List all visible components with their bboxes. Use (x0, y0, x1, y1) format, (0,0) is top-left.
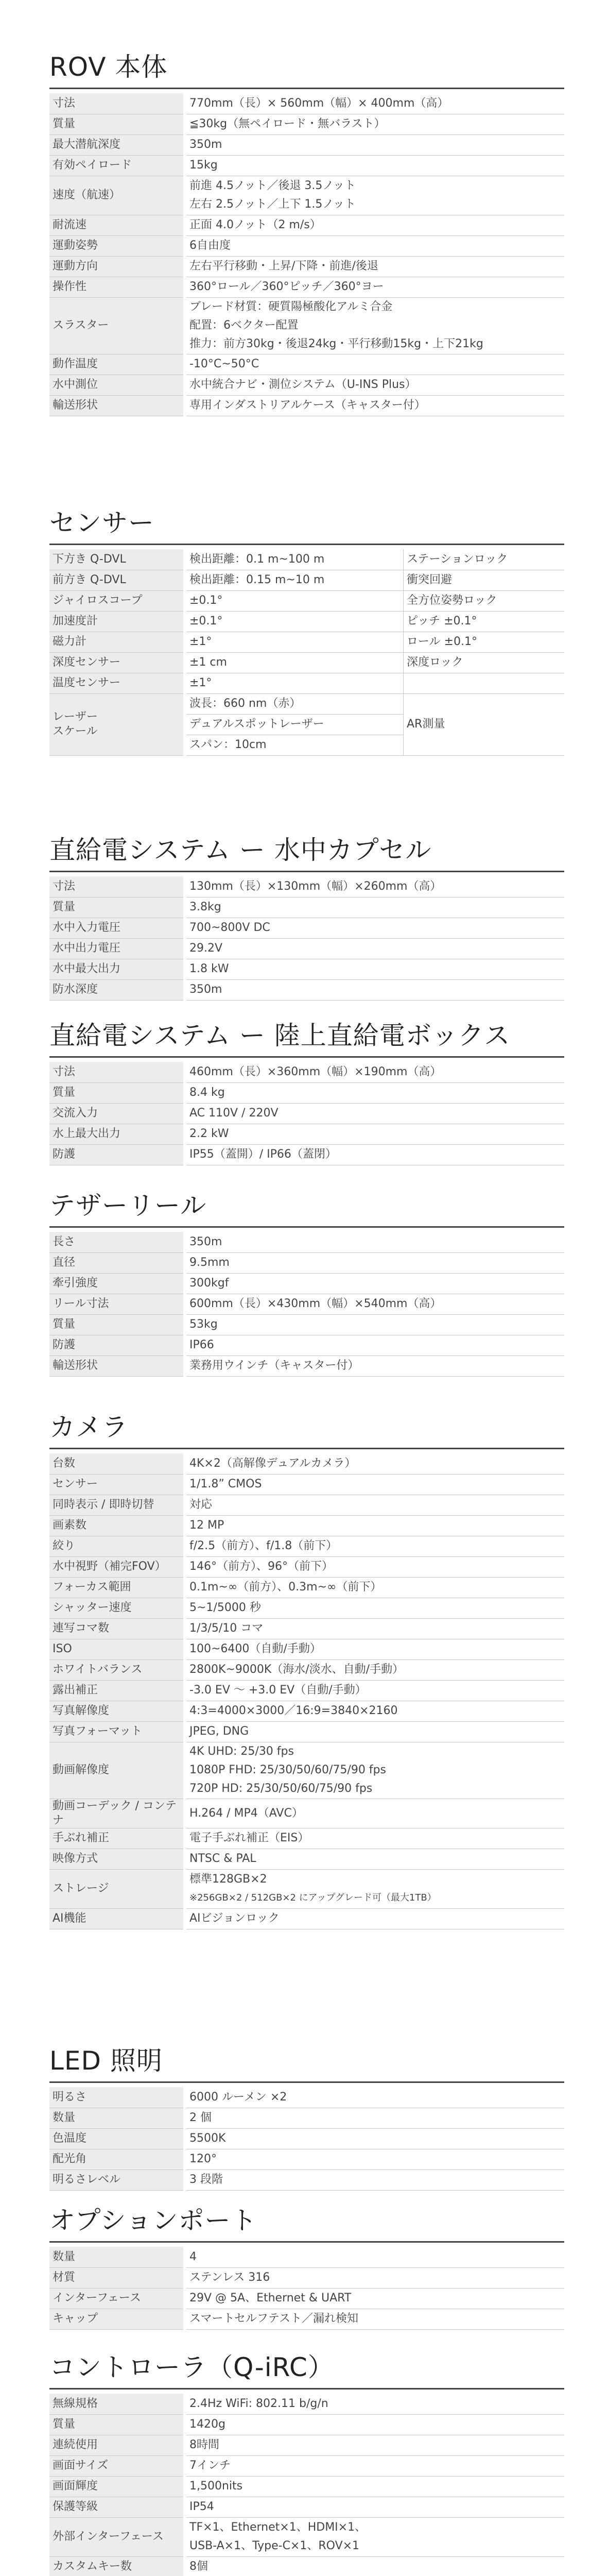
spec-value: 8.4 kg (185, 1082, 564, 1103)
spec-label: 水中出力電圧 (49, 938, 185, 959)
spec-value: 130mm（長）×130mm（幅）×260mm（高） (185, 876, 564, 897)
spec-label: 水中測位 (49, 375, 185, 395)
spec-value: 1420g (185, 2414, 564, 2435)
spec-label: 絞り (49, 1536, 185, 1556)
spec-label: 加速度計 (49, 611, 185, 632)
spec-label: 水上最大出力 (49, 1124, 185, 1144)
spec-value: 2 個 (185, 2108, 564, 2128)
spec-label: 数量 (49, 2247, 185, 2267)
spec-row (49, 1598, 564, 1618)
spec-value: ≦30kg（無ペイロード・無バラスト） (185, 114, 564, 134)
spec-value: ±0.1° (185, 611, 404, 632)
spec-row (49, 1062, 564, 1082)
spec-value: 1.8 kW (185, 959, 564, 979)
spec-row (49, 918, 564, 938)
spec-value (185, 1869, 564, 1908)
spec-value: 2.4Hz WiFi: 802.11 b/g/n (185, 2394, 564, 2414)
spec-value: 業務用ウインチ（キャスター付） (185, 1355, 564, 1376)
spec-value: 2800K~9000K（海水/淡水、自動/手動） (185, 1659, 564, 1680)
spec-label: 水中入力電圧 (49, 918, 185, 938)
spec-row (49, 549, 564, 570)
spec-label: 水中最大出力 (49, 959, 185, 979)
spec-row (49, 1124, 564, 1144)
spec-value: 1,500nits (185, 2476, 564, 2497)
spec-value: 4K×2（高解像デュアルカメラ） (185, 1453, 564, 1474)
spec-label: 寸法 (49, 1062, 185, 1082)
spec-feature: ピッチ ±0.1° (404, 611, 565, 632)
section-option (49, 2205, 564, 2330)
spec-value: 検出距離：0.15 m~10 m (185, 570, 404, 590)
spec-row (49, 693, 564, 714)
spec-row (49, 2455, 564, 2476)
spec-label: シャッター速度 (49, 1598, 185, 1618)
spec-value: AIビジョンロック (185, 1908, 564, 1929)
spec-value-line: 標準128GB×2 (189, 1873, 267, 1886)
section-divider (49, 1448, 564, 1449)
spec-label: フォーカス範囲 (49, 1577, 185, 1598)
section-title: LED 照明 (49, 2046, 163, 2076)
spec-value: 3 段階 (185, 2170, 564, 2190)
spec-row (49, 1232, 564, 1252)
spec-value: 1/1.8” CMOS (185, 1474, 564, 1495)
spec-row (49, 2394, 564, 2414)
spec-label: 外部インターフェース (49, 2517, 185, 2556)
spec-row (49, 1082, 564, 1103)
spec-value: H.264 / MP4（AVC） (185, 1799, 564, 1828)
spec-label: 輸送形状 (49, 1355, 185, 1376)
spec-label: リール寸法 (49, 1294, 185, 1314)
spec-row (49, 1314, 564, 1335)
spec-value: 6自由度 (185, 235, 564, 256)
spec-value: 正面 4.0ノット（2 m/s） (185, 215, 564, 235)
spec-label: 下方き Q-DVL (49, 549, 185, 570)
spec-row (49, 1515, 564, 1536)
spec-label: 数量 (49, 2108, 185, 2128)
spec-label: ストレージ (49, 1869, 185, 1908)
spec-label: ISO (49, 1639, 185, 1659)
spec-value: 460mm（長）×360mm（幅）×190mm（高） (185, 1062, 564, 1082)
spec-label: カスタムキー数 (49, 2556, 185, 2576)
section-title: ROV 本体 (49, 52, 168, 82)
spec-value: 29.2V (185, 938, 564, 959)
spec-row (49, 1335, 564, 1355)
spec-row (49, 2247, 564, 2267)
spec-label: AI機能 (49, 1908, 185, 1929)
section-divider (49, 2081, 564, 2083)
spec-row (49, 375, 564, 395)
spec-value: スパン：10cm (185, 735, 404, 755)
section-title: 直給電システム ー 水中カプセル (49, 835, 432, 865)
spec-label: 輸送形状 (49, 395, 185, 416)
spec-value-line: ブレード材質：硬質陽極酸化アルミ合金 (189, 300, 393, 313)
spec-label: 最大潜航深度 (49, 134, 185, 155)
spec-table-option (49, 2247, 564, 2330)
spec-label: センサー (49, 1474, 185, 1495)
spec-label: 運動方向 (49, 256, 185, 277)
spec-label: インターフェース (49, 2288, 185, 2309)
spec-label: 配光角 (49, 2149, 185, 2170)
spec-row (49, 1799, 564, 1828)
spec-row (49, 1618, 564, 1639)
spec-row (49, 1742, 564, 1799)
spec-label: 質量 (49, 2414, 185, 2435)
spec-value: ±1° (185, 673, 404, 693)
spec-value: NTSC & PAL (185, 1849, 564, 1869)
spec-row (49, 2128, 564, 2149)
spec-label: 画面輝度 (49, 2476, 185, 2497)
spec-label: 写真解像度 (49, 1701, 185, 1721)
spec-row (49, 1908, 564, 1929)
section-title: 直給電システム ー 陸上直給電ボックス (49, 1021, 511, 1050)
spec-value-line: USB-A×1、Type-C×1、ROV×1 (189, 2539, 360, 2552)
spec-row (49, 652, 564, 673)
spec-value: 100~6400（自動/手動） (185, 1639, 564, 1659)
spec-value: JPEG, DNG (185, 1721, 564, 1742)
spec-label: スラスター (49, 297, 185, 354)
spec-row (49, 959, 564, 979)
spec-feature: 衝突回避 (404, 570, 565, 590)
spec-label: 質量 (49, 897, 185, 918)
section-title: センサー (49, 508, 154, 538)
spec-row (49, 590, 564, 611)
spec-value: 水中統合ナビ・測位システム（U-INS Plus） (185, 375, 564, 395)
spec-row (49, 979, 564, 1000)
section-divider (49, 2388, 564, 2389)
spec-row (49, 93, 564, 114)
spec-value: -10°C~50°C (185, 354, 564, 375)
spec-row (49, 134, 564, 155)
spec-row (49, 235, 564, 256)
spec-value: 53kg (185, 1314, 564, 1335)
section-title: オプションポート (49, 2206, 257, 2235)
spec-feature (404, 673, 565, 693)
spec-label: 動画解像度 (49, 1742, 185, 1799)
spec-row (49, 2267, 564, 2288)
section-sensor (49, 507, 564, 756)
spec-value-line: TF×1、Ethernet×1、HDMI×1、 (189, 2521, 367, 2534)
spec-row (49, 2170, 564, 2190)
spec-label: 色温度 (49, 2128, 185, 2149)
spec-table-tether (49, 1232, 564, 1377)
spec-label: 長さ (49, 1232, 185, 1252)
spec-value: 専用インダストリアルケース（キャスター付） (185, 395, 564, 416)
spec-label: 画素数 (49, 1515, 185, 1536)
spec-label: 磁力計 (49, 632, 185, 652)
spec-label: 材質 (49, 2267, 185, 2288)
spec-row (49, 1474, 564, 1495)
spec-value-line: 推力：前方30kg・後退24kg・平行移動15kg・上下21kg (189, 337, 483, 350)
spec-label: 連続使用 (49, 2435, 185, 2455)
spec-value: 4 (185, 2247, 564, 2267)
spec-row (49, 1273, 564, 1294)
spec-row (49, 1639, 564, 1659)
spec-label: 明るさ (49, 2087, 185, 2108)
spec-table-landbox (49, 1062, 564, 1165)
spec-label: 動画コーデック / コンテナ (49, 1799, 185, 1828)
spec-label: 速度（航速） (49, 176, 185, 215)
spec-value: 6000 ルーメン ×2 (185, 2087, 564, 2108)
spec-label: 無線規格 (49, 2394, 185, 2414)
spec-row (49, 277, 564, 297)
spec-value (185, 2517, 564, 2556)
spec-row (49, 2087, 564, 2108)
spec-row (49, 2517, 564, 2556)
spec-label: 同時表示 / 即時切替 (49, 1495, 185, 1515)
spec-row (49, 1294, 564, 1314)
spec-row (49, 256, 564, 277)
spec-value: 360°ロール／360°ピッチ／360°ヨー (185, 277, 564, 297)
spec-row (49, 1536, 564, 1556)
spec-value: 左右平行移動・上昇/下降・前進/後退 (185, 256, 564, 277)
spec-row (49, 1556, 564, 1577)
spec-value-line: 配置：6ベクター配置 (189, 319, 299, 332)
spec-row (49, 1103, 564, 1124)
spec-value: 7インチ (185, 2455, 564, 2476)
spec-label-line: レーザー (53, 710, 98, 723)
spec-label: 前方き Q-DVL (49, 570, 185, 590)
spec-row (49, 354, 564, 375)
spec-label: 水中視野（補完FOV） (49, 1556, 185, 1577)
spec-label: ホワイトバランス (49, 1659, 185, 1680)
spec-value: 検出距離：0.1 m~100 m (185, 549, 404, 570)
spec-row (49, 114, 564, 134)
spec-label: 寸法 (49, 93, 185, 114)
spec-row (49, 395, 564, 416)
spec-row (49, 1659, 564, 1680)
spec-row (49, 1577, 564, 1598)
spec-feature: ステーションロック (404, 549, 565, 570)
spec-label: 保護等級 (49, 2497, 185, 2517)
spec-row (49, 1680, 564, 1701)
spec-label: 明るさレベル (49, 2170, 185, 2190)
spec-feature: 深度ロック (404, 652, 565, 673)
spec-label: 台数 (49, 1453, 185, 1474)
spec-row (49, 938, 564, 959)
spec-label: 温度センサー (49, 673, 185, 693)
spec-value: 5500K (185, 2128, 564, 2149)
spec-label-line: スケール (53, 725, 98, 738)
spec-row (49, 1355, 564, 1376)
spec-value: 3.8kg (185, 897, 564, 918)
spec-value: 600mm（長）×430mm（幅）×540mm（高） (185, 1294, 564, 1314)
spec-value-line: 1080P FHD: 25/30/50/60/75/90 fps (189, 1764, 386, 1776)
spec-value: 15kg (185, 155, 564, 176)
spec-row (49, 2108, 564, 2128)
spec-row (49, 611, 564, 632)
spec-row (49, 876, 564, 897)
section-title: コントローラ（Q-iRC） (49, 2352, 334, 2382)
spec-value: 5~1/5000 秒 (185, 1598, 564, 1618)
spec-value: 120° (185, 2149, 564, 2170)
spec-value (185, 297, 564, 354)
spec-row (49, 176, 564, 215)
section-divider (49, 2241, 564, 2243)
spec-value (185, 1742, 564, 1799)
spec-value: ±0.1° (185, 590, 404, 611)
spec-value: ±1 cm (185, 652, 404, 673)
spec-value: 波長：660 nm（赤） (185, 693, 404, 714)
spec-value: 29V @ 5A、Ethernet & UART (185, 2288, 564, 2309)
spec-value: ±1° (185, 632, 404, 652)
spec-value: 12 MP (185, 1515, 564, 1536)
spec-value: 8時間 (185, 2435, 564, 2455)
spec-value: 9.5mm (185, 1252, 564, 1273)
spec-row (49, 1495, 564, 1515)
spec-label: 防護 (49, 1335, 185, 1355)
spec-value: 電子手ぶれ補正（EIS） (185, 1828, 564, 1849)
spec-table-rov (49, 93, 564, 416)
spec-row (49, 2149, 564, 2170)
spec-table-led (49, 2087, 564, 2191)
spec-row (49, 1701, 564, 1721)
spec-row (49, 2556, 564, 2576)
spec-label: 寸法 (49, 876, 185, 897)
spec-value: 0.1m~∞（前方）、0.3m~∞（前下） (185, 1577, 564, 1598)
spec-label: 画面サイズ (49, 2455, 185, 2476)
spec-label: 写真フォーマット (49, 1721, 185, 1742)
spec-value: ステンレス 316 (185, 2267, 564, 2288)
spec-row (49, 1252, 564, 1273)
spec-row (49, 673, 564, 693)
section-landbox (49, 1020, 564, 1165)
spec-feature: 全方位姿勢ロック (404, 590, 565, 611)
spec-value: 350m (185, 134, 564, 155)
spec-value-line: 前進 4.5ノット／後退 3.5ノット (189, 179, 356, 192)
spec-value: f/2.5（前方）、f/1.8（前下） (185, 1536, 564, 1556)
spec-table-sensor (49, 549, 564, 756)
spec-row (49, 2288, 564, 2309)
spec-label: 動作温度 (49, 354, 185, 375)
section-divider (49, 544, 564, 545)
spec-label: 防護 (49, 1144, 185, 1165)
section-divider (49, 1226, 564, 1228)
spec-label: 質量 (49, 114, 185, 134)
spec-row (49, 897, 564, 918)
spec-label: ジャイロスコープ (49, 590, 185, 611)
spec-row (49, 2309, 564, 2329)
spec-value: 770mm（長）× 560mm（幅）× 400mm（高） (185, 93, 564, 114)
spec-label: 映像方式 (49, 1849, 185, 1869)
spec-value: 350m (185, 979, 564, 1000)
spec-value: 8個 (185, 2556, 564, 2576)
spec-value: 対応 (185, 1495, 564, 1515)
section-title: テザーリール (49, 1191, 206, 1221)
section-led (49, 2045, 564, 2191)
spec-value-line: 720P HD: 25/30/50/60/75/90 fps (189, 1782, 373, 1795)
spec-row (49, 155, 564, 176)
spec-value: 350m (185, 1232, 564, 1252)
spec-value: IP66 (185, 1335, 564, 1355)
spec-row (49, 1144, 564, 1165)
section-tether (49, 1190, 564, 1377)
spec-value: AC 110V / 220V (185, 1103, 564, 1124)
spec-label: 直径 (49, 1252, 185, 1273)
section-camera (49, 1412, 564, 1929)
spec-row (49, 2435, 564, 2455)
spec-value: スマートセルフテスト／漏れ検知 (185, 2309, 564, 2329)
spec-value: 146°（前方）、96°（前下） (185, 1556, 564, 1577)
spec-row (49, 1453, 564, 1474)
spec-row (49, 1849, 564, 1869)
spec-value: デュアルスポットレーザー (185, 714, 404, 735)
spec-label: 耐流速 (49, 215, 185, 235)
spec-label: 手ぶれ補正 (49, 1828, 185, 1849)
spec-value: IP55（蓋開）/ IP66（蓋閉） (185, 1144, 564, 1165)
section-title: カメラ (49, 1412, 128, 1442)
spec-row (49, 2414, 564, 2435)
spec-label: 質量 (49, 1082, 185, 1103)
spec-label: キャップ (49, 2309, 185, 2329)
spec-feature: ロール ±0.1° (404, 632, 565, 652)
spec-feature: AR測量 (404, 693, 565, 755)
spec-row (49, 2497, 564, 2517)
spec-label: 交流入力 (49, 1103, 185, 1124)
spec-value: 700~800V DC (185, 918, 564, 938)
spec-label: 露出補正 (49, 1680, 185, 1701)
section-rov (49, 52, 564, 416)
section-controller (49, 2352, 564, 2576)
spec-label: 深度センサー (49, 652, 185, 673)
spec-value-line: ※256GB×2 / 512GB×2 にアップグレード可（最大1TB） (189, 1892, 437, 1903)
section-divider (49, 871, 564, 872)
spec-label: 防水深度 (49, 979, 185, 1000)
spec-table-controller (49, 2394, 564, 2576)
spec-row (49, 1869, 564, 1908)
spec-value: 300kgf (185, 1273, 564, 1294)
spec-row (49, 215, 564, 235)
section-divider (49, 1056, 564, 1058)
section-capsule (49, 835, 564, 1001)
spec-label: 牽引強度 (49, 1273, 185, 1294)
spec-table-capsule (49, 876, 564, 1001)
spec-value (185, 176, 564, 215)
spec-label: 連写コマ数 (49, 1618, 185, 1639)
spec-table-camera (49, 1453, 564, 1929)
section-divider (49, 88, 564, 89)
spec-label: 有効ペイロード (49, 155, 185, 176)
spec-row (49, 570, 564, 590)
spec-value: 1/3/5/10 コマ (185, 1618, 564, 1639)
spec-row (49, 632, 564, 652)
spec-value-line: 左右 2.5ノット／上下 1.5ノット (189, 198, 356, 211)
spec-value: 2.2 kW (185, 1124, 564, 1144)
spec-label: 運動姿勢 (49, 235, 185, 256)
spec-value: -3.0 EV ～ +3.0 EV（自動/手動） (185, 1680, 564, 1701)
spec-label (49, 693, 185, 755)
spec-row (49, 297, 564, 354)
spec-row (49, 1721, 564, 1742)
spec-label: 質量 (49, 1314, 185, 1335)
spec-row (49, 1828, 564, 1849)
spec-label: 操作性 (49, 277, 185, 297)
spec-value: 4:3=4000×3000／16:9=3840×2160 (185, 1701, 564, 1721)
spec-value: IP54 (185, 2497, 564, 2517)
spec-row (49, 2476, 564, 2497)
spec-value-line: 4K UHD: 25/30 fps (189, 1745, 294, 1758)
